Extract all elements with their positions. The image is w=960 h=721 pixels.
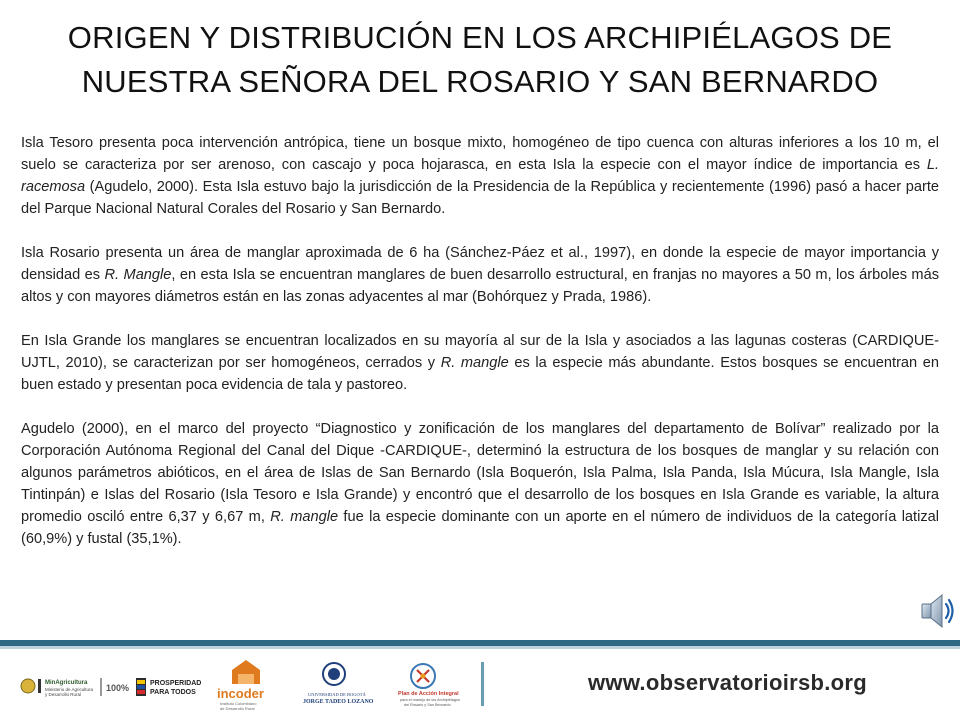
prosperidad-logo <box>136 678 201 696</box>
paragraph-isla-tesoro: Isla Tesoro presenta poca intervención antrópica, tiene un bosque mixto, homogéneo de tipo cuenca con alturas inferiores a los 10 m, el suelo se caracteriza por ser arenoso, con cascajo y poca hojarasca, en esta Isla la especie con el mayor índice de importancia es L. racemosa (Agudelo, 2000). Esta Isla estuvo bajo la jurisdicción de la Presidencia de la República y recientemente (1996) pasó a hacer parte del Parque Nacional Natural Corales del Rosario y San Bernardo. <box>21 135 939 217</box>
svg-text:UNIVERSIDAD DE BOGOTÁ: UNIVERSIDAD DE BOGOTÁ <box>308 692 366 697</box>
svg-text:incoder: incoder <box>217 686 264 701</box>
paragraph-isla-rosario: Isla Rosario presenta un área de manglar aproximada de 6 ha (Sánchez-Páez et al., 1997), en donde la especie de mayor importancia y densidad es R. Mangle, en esta Isla se encuentran manglares de buen desarrollo estructural, en franjas no mayores a 50 m, los árboles más altos y con mayores diámetros están en las zonas adyacentes al mar (Bohórquez y Prada, 1986). <box>21 245 939 305</box>
svg-text:MinAgricultura: MinAgricultura <box>45 680 88 686</box>
svg-text:Instituto Colombiano: Instituto Colombiano <box>220 701 257 706</box>
plan-accion-logo <box>398 664 460 707</box>
svg-text:PROSPERIDAD: PROSPERIDAD <box>150 680 202 687</box>
svg-text:Ministerio de Agricultura: Ministerio de Agricultura <box>45 687 94 692</box>
partner-logos <box>18 656 488 716</box>
svg-text:100%: 100% <box>106 683 130 693</box>
incoder-logo <box>217 660 264 711</box>
paragraph-agudelo: Agudelo (2000), en el marco del proyecto “Diagnostico y zonificación de los manglares del departamento de Bolívar” realizado por la Corporación Autónoma Regional del Canal del Dique -CARDIQUE-, determinó la estructura de los bosques de manglar y su relación con algunos parámetros abióticos, en el área de Islas de San Bernardo (Isla Boquerón, Isla Palma, Isla Panda, Isla Múcura, Isla Mangle, Isla Tintinpán) e Islas del Rosario (Isla Tesoro e Isla Grande) y encontró que el desarrollo de los bosques en Isla Grande es variable, la altura promedio osciló entre 6,37 y 6,67 m, R. mangle fue la especie dominante con un aporte en el número de individuos de la categoría latizal (60,9%) y fustal (35,1%). <box>21 421 940 547</box>
minagricultura-logo <box>21 678 129 697</box>
footer-divider <box>481 662 484 706</box>
footer-band-light <box>0 646 960 649</box>
website-link[interactable]: www.observatorioirsb.org <box>588 670 867 695</box>
title-line-2: NUESTRA SEÑORA DEL ROSARIO Y SAN BERNARDO <box>81 64 879 99</box>
speaker-icon[interactable] <box>918 590 960 632</box>
slide-title <box>40 16 920 104</box>
svg-text:PARA TODOS: PARA TODOS <box>150 689 196 696</box>
paragraph-isla-grande: En Isla Grande los manglares se encuentran localizados en su mayoría al sur de la Isla y asociados a las lagunas costeras (CARDIQUE-UJTL, 2010), se caracterizan por ser homogéneos, cerrados y R. mangle es la especie más abundante. Estos bosques se encuentran en buen estado y presentan poca evidencia de tala y pastoreo. <box>21 333 940 393</box>
university-logo <box>303 663 374 705</box>
body-text <box>21 132 939 572</box>
svg-text:de Desarrollo Rural: de Desarrollo Rural <box>220 706 255 711</box>
svg-text:y Desarrollo Rural: y Desarrollo Rural <box>45 692 82 697</box>
svg-text:Plan de Acción Integral: Plan de Acción Integral <box>398 691 459 697</box>
svg-text:JORGE TADEO LOZANO: JORGE TADEO LOZANO <box>303 699 374 705</box>
svg-text:del Rosario y San Bernardo: del Rosario y San Bernardo <box>404 703 451 707</box>
title-line-1: ORIGEN Y DISTRIBUCIÓN EN LOS ARCHIPIÉLAGOS DE <box>67 20 893 55</box>
svg-text:para el manejo de los Archipié: para el manejo de los Archipiélagos <box>400 698 460 702</box>
